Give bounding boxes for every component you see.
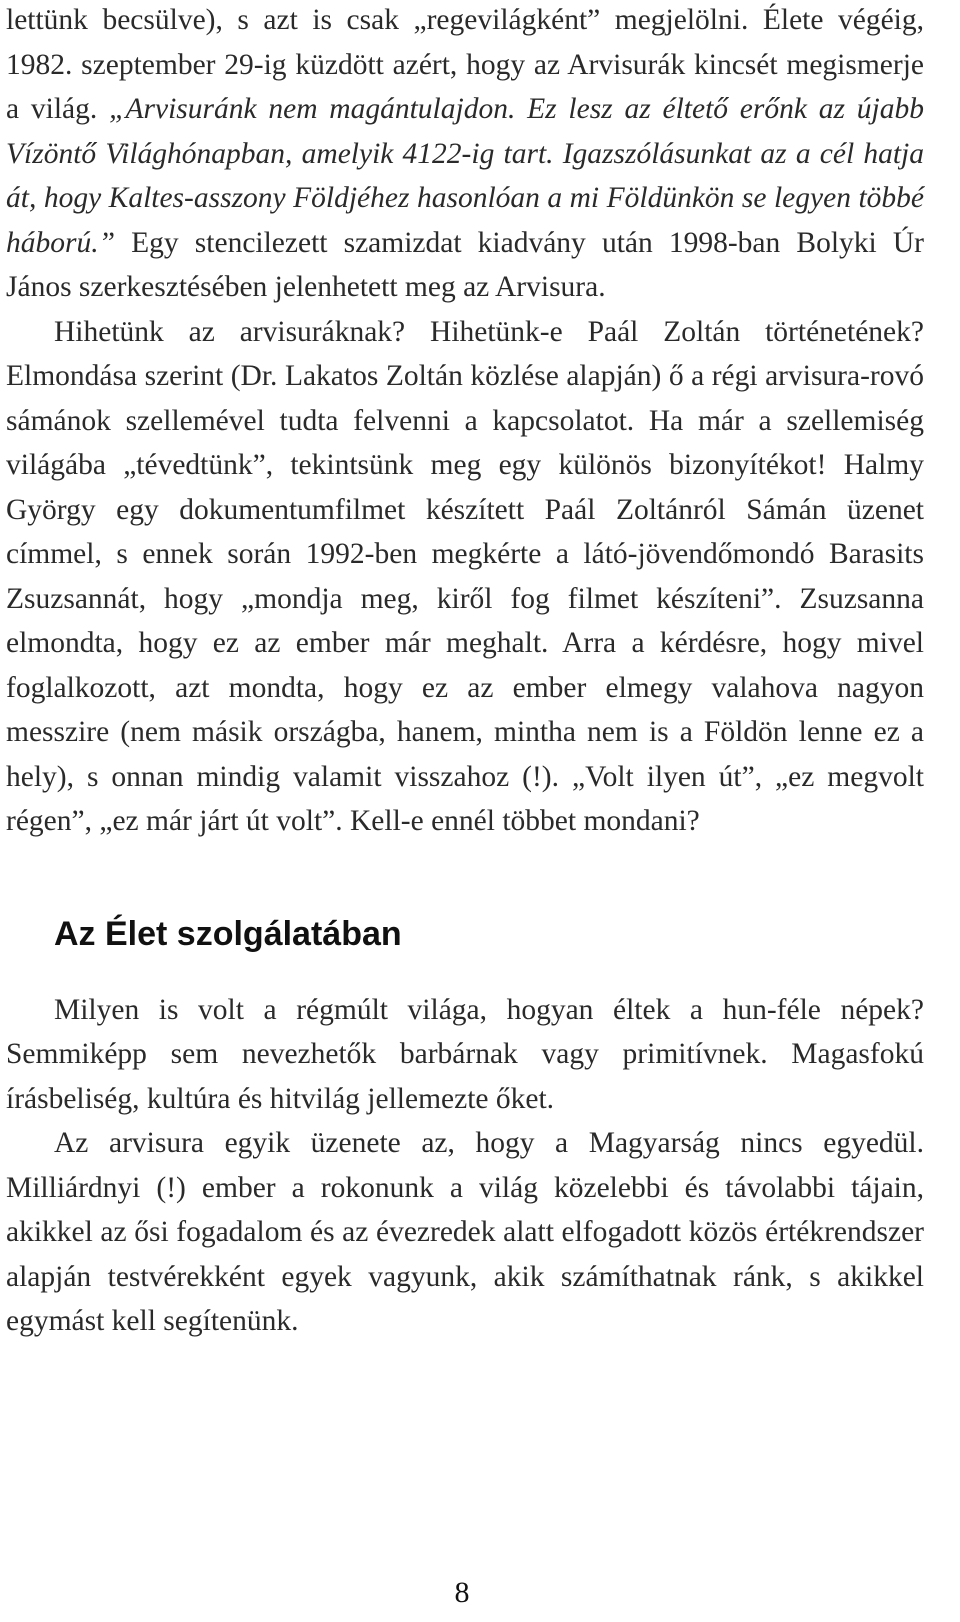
section-heading: Az Élet szolgálatában: [54, 914, 402, 953]
paragraph-arvisura-history: [6, 0, 924, 310]
arvisura-quote: „Arvisuránk nem magántulajdon. Ez lesz az éltető erőnk az újabb Vízöntő Világhónapban, amelyik 4122-ig tart. Igazszólásunkat az a cél hatja át, hogy Kaltes-asszony Földjéhez hasonlóan a mi Földünkön se legyen többé háború.”: [6, 93, 924, 259]
paragraph-text: Egy stencilezett szamizdat kiadvány után 1998-ban Bolyki Úr János szerkesztésében jelenhetett meg az Arvisura.: [6, 226, 924, 303]
paragraph-arvisura-message: Az arvisura egyik üzenete az, hogy a Magyarság nincs egyedül. Milliárdnyi (!) ember a rokonunk a világ közelebbi és távolabbi tájain, akikkel az ősi fogadalom és az évezredek alatt elfogadott közös értékrendszer alapján testvérekként egyek vagyunk, akik számíthatnak ránk, s akikkel egymást kell segítenünk.: [6, 1127, 924, 1337]
paragraph-ancient-world: Milyen is volt a régmúlt világa, hogyan éltek a hun-féle népek? Semmiképp sem nevezhetők barbárnak vagy primitívnek. Magasfokú írásbeliség, kultúra és hitvilág jellemezte őket.: [6, 993, 924, 1115]
page-body: [6, 0, 924, 1344]
page-number: 8: [454, 1576, 470, 1609]
paragraph-believe-arvisura: Hihetünk az arvisuráknak? Hihetünk-e Paál Zoltán történetének? Elmondása szerint (Dr. Lakatos Zoltán közlése alapján) ő a régi arvisura-rovó sámánok szellemével tudta felvenni a kapcsolatot. Ha már a szellemiség világába „tévedtünk”, tekintsünk meg egy különös bizonyítékot! Halmy György egy dokumentumfilmet készített Paál Zoltánról Sámán üzenet címmel, s ennek során 1992-ben megkérte a látó-jövendőmondó Barasits Zsuzsannát, hogy „mondja meg, kiről fog filmet készíteni”. Zsuzsanna elmondta, hogy ez az ember már meghalt. Arra a kérdésre, hogy mivel foglalkozott, azt mondta, hogy ez az ember elmegy valahova nagyon messzire (nem másik országba, hanem, mintha nem is a Földön lenne ez a hely), s onnan mindig valamit visszahoz (!). „Volt ilyen út”, „ez megvolt régen”, „ez már járt út volt”. Kell-e ennél többet mondani?: [6, 315, 924, 837]
paragraph-text: lettünk becsülve), s azt is csak „regevilágként” megjelölni. Élete végéig, 1982. szeptember 29-ig küzdött azért, hogy az Arvisurák kincsét megismerje a világ.: [6, 4, 924, 125]
